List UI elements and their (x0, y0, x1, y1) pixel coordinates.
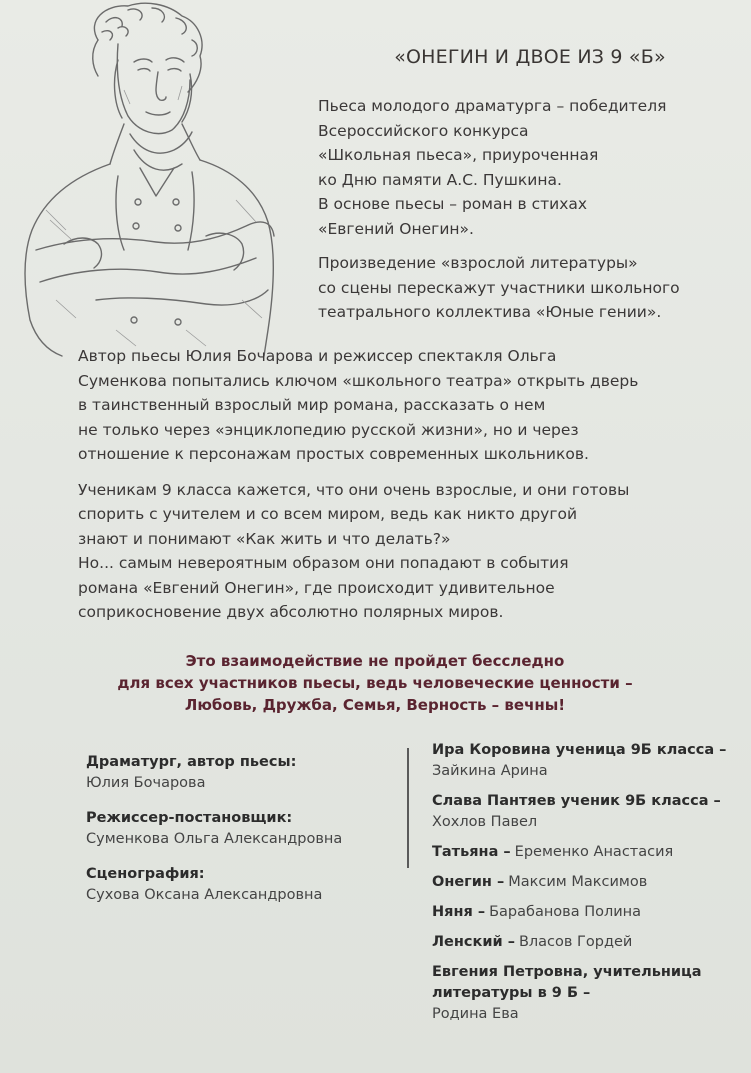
credit-role: Драматург, автор пьесы: (86, 754, 297, 770)
credit-name: Суменкова Ольга Александровна (86, 831, 343, 847)
credit-role: Сценография: (86, 866, 205, 882)
cast-item-tatiana (432, 842, 742, 863)
cast-actor: Еременко Анастасия (514, 844, 674, 860)
description-line: Ученикам 9 класса кажется, что они очень взрослые, и они готовы (78, 480, 630, 499)
description-section (78, 344, 738, 636)
intro-line: театрального коллектива «Юные гении». (318, 303, 662, 321)
pushkin-portrait-illustration (6, 0, 306, 360)
cast-role: Няня – (432, 904, 486, 920)
cast-role: Ира Коровина ученица 9Б класса – (432, 742, 727, 758)
description-line: Автор пьесы Юлия Бочарова и режиссер спектакля Ольга (78, 347, 557, 365)
credit-playwright (86, 752, 396, 794)
description-line: знают и понимают «Как жить и что делать?» (78, 529, 451, 548)
cast-role: Ленский – (432, 934, 515, 950)
description-line: отношение к персонажам простых современных школьников. (78, 445, 589, 463)
description-line: в таинственный взрослый мир романа, рассказать о нем (78, 396, 546, 414)
description-line: Но... самым невероятным образом они попадают в события (78, 554, 569, 572)
intro-line: Пьеса молодого драматурга – победителя (318, 97, 667, 115)
description-paragraph-2 (78, 478, 738, 625)
intro-line: Всероссийского конкурса (318, 121, 529, 140)
cast-item-ira (432, 740, 742, 782)
cast-item-onegin (432, 872, 742, 893)
highlight-line: Любовь, Дружба, Семья, Верность – вечны! (184, 696, 566, 714)
intro-paragraph-2 (318, 251, 738, 325)
description-line: соприкосновение двух абсолютно полярных миров. (78, 603, 504, 621)
cast-role: Евгения Петровна, учительница литературы в 9 Б – (432, 964, 702, 1001)
credit-name: Юлия Бочарова (86, 775, 206, 791)
cast-role: Татьяна – (432, 844, 511, 860)
description-paragraph-1 (78, 344, 738, 467)
highlight-line: Это взаимодействие не пройдет бесследно (185, 652, 565, 670)
cast-actor: Максим Максимов (508, 874, 648, 890)
credit-name: Сухова Оксана Александровна (86, 887, 323, 903)
description-line: не только через «энциклопедию русской жизни», но и через (78, 420, 579, 439)
credit-role: Режиссер-постановщик: (86, 810, 293, 826)
intro-section (318, 94, 738, 335)
cast-item-lensky (432, 932, 742, 953)
highlight-line: для всех участников пьесы, ведь человеческие ценности – (117, 674, 633, 692)
intro-line: «Школьная пьеса», приуроченная (318, 146, 599, 164)
cast-actor: Зайкина Арина (432, 763, 548, 779)
intro-line: со сцены перескажут участники школьного (318, 278, 680, 297)
highlight-message (70, 650, 680, 716)
intro-line: ко Дню памяти А.С. Пушкина. (318, 170, 562, 189)
cast-list (432, 740, 742, 1034)
cast-actor: Родина Ева (432, 1006, 519, 1022)
creative-team (86, 752, 396, 920)
cast-role: Слава Пантяев ученик 9Б класса – (432, 793, 721, 809)
credit-director (86, 808, 396, 850)
play-title: «ОНЕГИН И ДВОЕ ИЗ 9 «Б» (394, 46, 666, 68)
cast-actor: Власов Гордей (518, 934, 633, 950)
intro-paragraph-1 (318, 94, 738, 241)
cast-item-slava (432, 791, 742, 833)
intro-line: Произведение «взрослой литературы» (318, 254, 638, 272)
column-divider (407, 748, 409, 868)
cast-item-nanny (432, 902, 742, 923)
cast-actor: Барабанова Полина (489, 904, 642, 920)
cast-actor: Хохлов Павел (432, 814, 538, 830)
credit-scenography (86, 864, 396, 906)
intro-line: В основе пьесы – роман в стихах (318, 195, 588, 213)
description-line: спорить с учителем и со всем миром, ведь как никто другой (78, 505, 578, 523)
description-line: романа «Евгений Онегин», где происходит удивительное (78, 578, 555, 597)
cast-item-teacher (432, 962, 742, 1025)
description-line: Суменкова попытались ключом «школьного театра» открыть дверь (78, 371, 639, 390)
intro-line: «Евгений Онегин». (318, 219, 474, 238)
cast-role: Онегин – (432, 874, 505, 890)
